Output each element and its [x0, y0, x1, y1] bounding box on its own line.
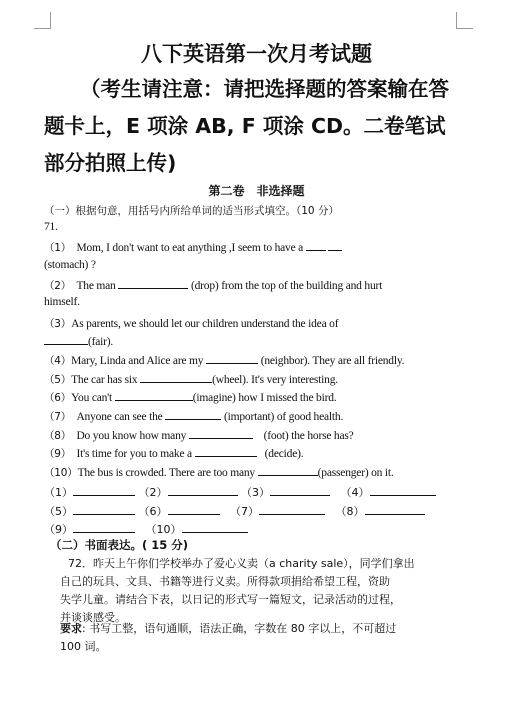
blank-2[interactable]: [118, 278, 188, 289]
section-2-heading: 第二卷 非选择题: [208, 184, 305, 198]
question-item-8: （8） Do you know how many (foot) the horse has?: [44, 430, 354, 442]
margin-corner-mark-right: [456, 12, 473, 29]
exam-notice: [44, 71, 484, 182]
blank-5[interactable]: [140, 372, 212, 383]
blank-10[interactable]: [258, 465, 318, 476]
answer-row-3: （9） （10）: [44, 521, 248, 537]
question-item-7: （7） Anyone can see the (important) of good health.: [44, 411, 344, 423]
notice-line-3: 部分拍照上传): [44, 151, 177, 175]
writing-requirements: 要求: 书写工整，语句通顺，语法正确，字数在 80 字以上，不可超过 100 词。: [60, 622, 397, 653]
answer-blank-6[interactable]: [168, 504, 220, 515]
blank-1a[interactable]: [306, 240, 326, 251]
answer-blank-1[interactable]: [73, 485, 135, 496]
answer-blank-4[interactable]: [370, 485, 436, 496]
answer-blank-7[interactable]: [259, 504, 325, 515]
question-item-3-cont: (fair).: [44, 334, 113, 348]
answer-row-2: （5） （6） （7） （8）: [44, 503, 425, 519]
blank-7[interactable]: [165, 409, 221, 420]
answer-blank-5[interactable]: [73, 504, 135, 515]
question-item-1: （1） Mom, I don't want to eat anything ,I seem to have a: [44, 240, 342, 255]
notice-line-1: （考生请注意：请把选择题的答案输在答: [80, 77, 449, 101]
question-number: 71.: [44, 221, 58, 233]
answer-blank-9[interactable]: [73, 522, 135, 533]
answer-blank-8[interactable]: [365, 504, 425, 515]
blank-6[interactable]: [115, 390, 193, 401]
answer-blank-2[interactable]: [168, 485, 238, 496]
part-1-instruction: （一）根据句意，用括号内所给单词的适当形式填空。（10 分）: [44, 205, 339, 217]
answer-blank-3[interactable]: [270, 485, 330, 496]
blank-3[interactable]: [44, 334, 88, 345]
blank-4[interactable]: [206, 353, 258, 364]
answer-row-1: （1） （2） （3） （4）: [44, 484, 436, 500]
question-item-6: （6）You can't (imagine) how I missed the bird.: [44, 392, 337, 404]
blank-9[interactable]: [195, 446, 257, 457]
question-item-1-cont: (stomach) ?: [44, 259, 96, 271]
answer-blank-10[interactable]: [182, 522, 248, 533]
question-item-9: （9） It's time for you to make a (decide).: [44, 448, 304, 460]
writing-task-prompt: 72．昨天上午你们学校举办了爱心义卖（a charity sale），同学们拿出 自己的玩具、文具、书籍等进行义卖。所得款项捐给希望工程，资助 失学儿童。请结合下表，以日记的形式写一篇短文，记录活动的过程， 并谈谈感受。: [60, 557, 415, 624]
question-item-4: （4）Mary, Linda and Alice are my (neighbor). They are all friendly.: [44, 355, 405, 367]
question-item-10: （10）The bus is crowded. There are too many (passenger) on it.: [44, 467, 394, 479]
question-item-2: （2） The man (drop) from the top of the building and hurt: [44, 280, 383, 292]
notice-line-2: 题卡上，E 项涂 AB, F 项涂 CD。二卷笔试: [44, 114, 446, 138]
blank-1b[interactable]: [328, 240, 342, 251]
exam-title: 八下英语第一次月考试题: [141, 42, 372, 66]
question-item-3: （3）As parents, we should let our children understand the idea of: [44, 318, 339, 330]
question-item-2-cont: himself.: [44, 296, 80, 308]
margin-corner-mark-left: [34, 12, 51, 29]
part-2-heading: （二）书面表达。( 15 分): [50, 538, 189, 552]
blank-8[interactable]: [189, 428, 253, 439]
question-item-5: （5）The car has six (wheel). It's very interesting.: [44, 374, 338, 386]
requirements-label: 要求: [60, 622, 82, 635]
